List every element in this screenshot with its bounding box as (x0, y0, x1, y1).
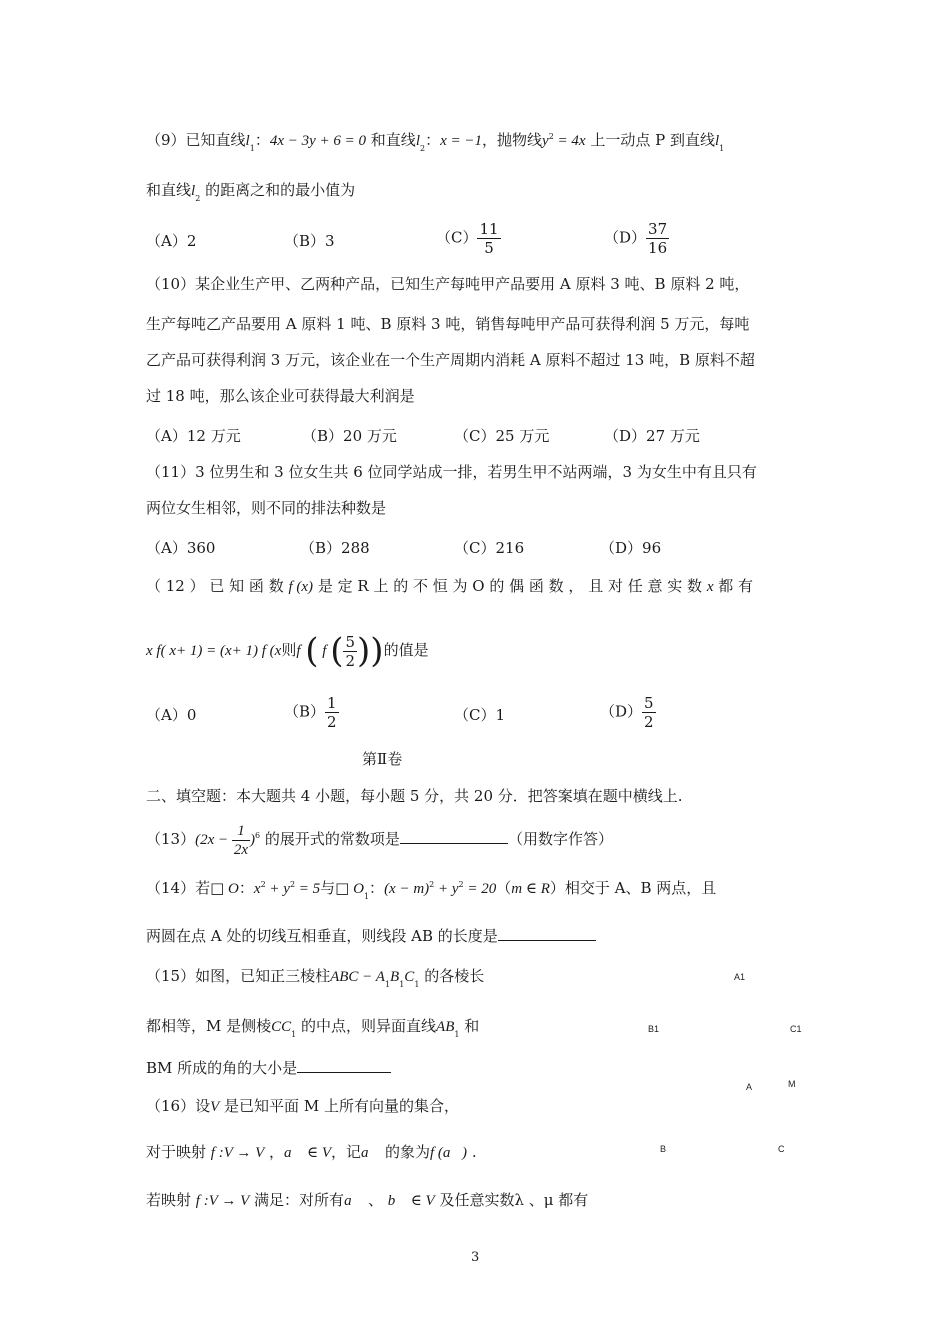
q15-line3: BM 所成的角的大小是 (146, 1058, 391, 1078)
q15-answer-blank (297, 1058, 391, 1073)
q11-option-a: （A）360 (146, 539, 216, 557)
q11-option-b: （B）288 (300, 539, 370, 557)
q12-option-b: （B） $\frac{1}{2}$ (284, 694, 337, 731)
q9-option-c: （C） $\frac{11}{5}$ (436, 220, 499, 257)
q11-option-d: （D）96 (600, 539, 662, 557)
label-b: B (660, 1144, 667, 1154)
q10-option-a: （A）12 万元 (146, 427, 241, 445)
q15-line2: 都相等，M 是侧棱$CC_1$ 的中点，则异面直线$AB_1$ 和 (146, 1017, 480, 1039)
label-c: C (778, 1144, 785, 1154)
q10-line2: 生产每吨乙产品要用 A 原料 1 吨、B 原料 3 吨，销售每吨甲产品可获得利润 5 万元，每吨 (146, 315, 750, 333)
q16-line1: （16）设V 是已知平面 M 上所有向量的集合， (146, 1097, 459, 1115)
q9-line1: （9）已知直线$l_1$：4x − 3y + 6 = 0 和直线$l_2$：x = −1，抛物线$y^2 = 4x$ 上一动点 P 到直线$l_1$ (146, 131, 725, 153)
q11-line1: （11）3 位男生和 3 位女生共 6 位同学站成一排，若男生甲不站两端，3 为女生中有且只有 (146, 463, 757, 481)
q10-option-c: （C）25 万元 (454, 427, 550, 445)
label-b1: B1 (648, 1024, 660, 1034)
q11-option-c: （C）216 (454, 539, 525, 557)
q13-line: （13）(2x − $\frac{1}{2x}$ )$^6$ 的展开式的常数项是 （用数字作答） (146, 822, 613, 858)
q14-line1: （14）若□ O：$x^2 + y^2 = 5$与□ $O_1$：$(x - m)^2 + y^2 = 20(m$ ∈ R）相交于 A、B 两点，且 (146, 879, 717, 901)
q9-option-b: （B）3 (284, 232, 335, 250)
q10-line4: 过 18 吨，那么该企业可获得最大利润是 (146, 387, 415, 405)
label-m: M (788, 1079, 796, 1089)
section-heading: 二、填空题：本大题共 4 小题，每小题 5 分，共 20 分．把答案填在题中横线上. (146, 787, 683, 805)
page-number: 3 (471, 1250, 480, 1265)
label-c1: C1 (790, 1024, 802, 1034)
label-a: A (746, 1082, 753, 1092)
q12-line1: （ 12 ） 已 知 函 数 f (x) 是 定 R 上 的 不 恒 为 O 的 偶 函 数 ， 且 对 任 意 实 数 x 都 有 (146, 577, 754, 595)
q9-line2: 和直线$l_2$ 的距离之和的最小值为 (146, 181, 356, 203)
q16-line2: 对于映射 f :V → V ，a⃗ ∈ V，记a⃗ 的象为f (a⃗) . (146, 1143, 477, 1161)
q14-line2: 两圆在点 A 处的切线互相垂直，则线段 AB 的长度是 (146, 926, 596, 946)
q16-line3: 若映射 f :V → V 满足：对所有a⃗ 、 b⃗ ∈ V 及任意实数λ 、μ 都有 (146, 1191, 589, 1209)
q10-line1: （10）某企业生产甲、乙两种产品，已知生产每吨甲产品要用 A 原料 3 吨、B 原料 2 吨， (146, 275, 750, 293)
q10-option-b: （B）20 万元 (302, 427, 397, 445)
q11-line2: 两位女生相邻，则不同的排法种数是 (146, 499, 387, 517)
q15-line1: （15）如图，已知正三棱柱ABC − $A_1B_1C_1$ 的各棱长 (146, 967, 485, 989)
q10-option-d: （D）27 万元 (604, 427, 700, 445)
q12-line2: x f( x+ 1) = (x+ 1) f (x则f ( f ( $\frac{5}{2}$ ))的值是 (146, 631, 429, 671)
q10-line3: 乙产品可获得利润 3 万元，该企业在一个生产周期内消耗 A 原料不超过 13 吨，B 原料不超 (146, 351, 755, 369)
volume-heading: 第Ⅱ卷 (362, 750, 403, 768)
q9-option-d: （D） $\frac{37}{16}$ (604, 220, 668, 257)
q12-option-d: （D） $\frac{5}{2}$ (600, 694, 654, 731)
q13-answer-blank (400, 829, 508, 844)
q12-option-c: （C）1 (454, 706, 506, 724)
label-a1: A1 (734, 972, 746, 982)
q12-option-a: （A）0 (146, 706, 197, 724)
q14-answer-blank (498, 926, 596, 941)
q9-option-a: （A）2 (146, 232, 197, 250)
